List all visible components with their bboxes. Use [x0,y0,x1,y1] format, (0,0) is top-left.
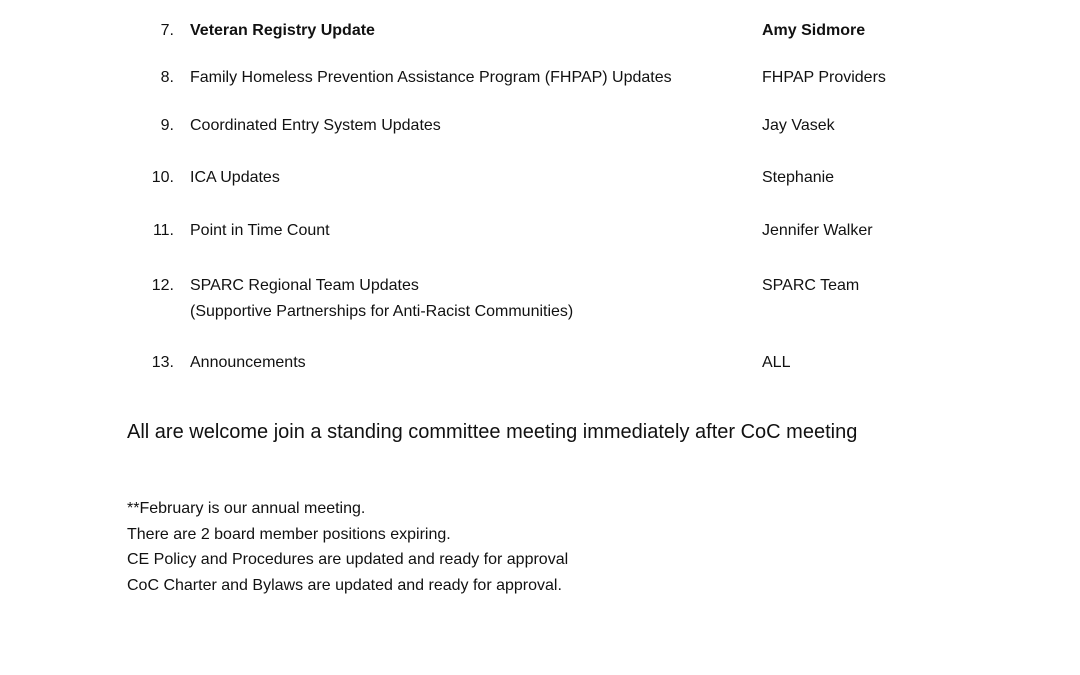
item-number: 9. [160,117,174,134]
item-title: Point in Time Count [190,222,330,239]
note-line: There are 2 board member positions expiring. [127,525,451,543]
item-presenter: Jennifer Walker [762,222,873,239]
item-presenter: SPARC Team [762,277,860,294]
item-number: 12. [151,277,174,294]
item-presenter: FHPAP Providers [762,69,886,86]
item-title: Veteran Registry Update [190,22,375,39]
item-title: Announcements [190,354,306,371]
item-presenter: Jay Vasek [762,117,835,134]
item-title: Coordinated Entry System Updates [190,117,441,134]
item-title: Family Homeless Prevention Assistance Program (FHPAP) Updates [190,69,672,86]
item-number: 10. [151,169,174,186]
item-number: 13. [151,354,174,371]
welcome-statement: All are welcome join a standing committee meeting immediately after CoC meeting [127,421,858,443]
item-number: 11. [152,222,174,239]
note-line: CoC Charter and Bylaws are updated and ready for approval. [127,576,562,594]
item-number: 7. [160,22,174,39]
item-title: SPARC Regional Team Updates [190,277,419,294]
note-line: **February is our annual meeting. [127,500,366,517]
item-subtitle: (Supportive Partnerships for Anti-Racist Communities) [190,303,574,320]
meeting-notes [127,496,568,598]
item-number: 8. [160,69,174,86]
item-presenter: Amy Sidmore [762,22,866,39]
item-title: ICA Updates [190,169,280,186]
item-presenter: ALL [762,354,791,371]
item-presenter: Stephanie [762,169,835,186]
note-line: CE Policy and Procedures are updated and ready for approval [127,551,569,568]
